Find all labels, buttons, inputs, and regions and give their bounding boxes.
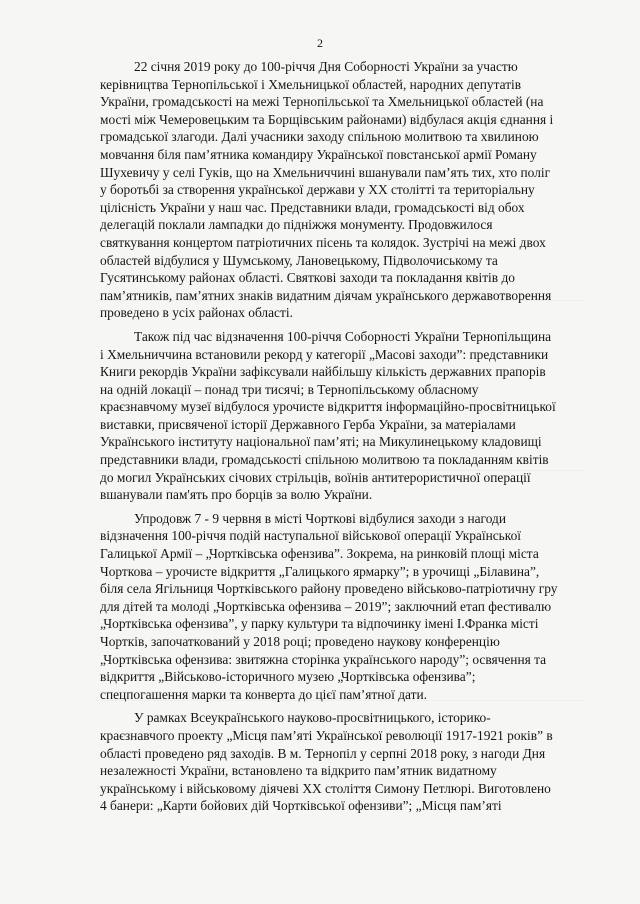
- paragraph-sobornist-day: 22 січня 2019 року до 100-річчя Дня Соборності України за участю керівництва Тернопільської і Хмельницької областей, народних депутатів України, громадськості на межі Тернопільської та Хмельницької областей (на мості між Чемеровецьким та Борщівським районами) відбулася акція єднання і громадської злагоди. Далі учасники заходу спільною молитвою та хвилиною мовчання біля пам’ятника командиру Української повстанської армії Роману Шухевичу у селі Гуків, що на Хмельниччині вшанували пам’ять тих, хто поліг у боротьбі за створення української держави у ХХ столітті та територіальну цілісність України у наш час. Представники влади, громадськості від обох делегацій поклали лампадки до підніжжя монументу. Продовжилося святкування концертом патріотичних пісень та колядок. Зустрічі на межі двох областей відбулися у Шумському, Лановецькому, Підволочиському та Гусятинському районах області. Святкові заходи та покладання квітів до пам’ятників, пам’ятних знаків видатним діячам українського державотворення проведено в усіх районах області.: [100, 59, 554, 321]
- page-number: 2: [317, 36, 323, 50]
- paragraph-record: Також під час відзначення 100-річчя Соборності України Тернопільщина і Хмельниччина встановили рекорд у категорії „Масові заходи”: представники Книги рекордів України зафіксували найбільшу кількість державних прапорів на одній локації – понад три тисячі; в Тернопільському обласному краєзнавчому музеї відбулося урочисте відкриття інформаційно-просвітницької виставки, присвяченої історії Державного Герба України, за матеріалами Українського інституту національної пам’яті; на Микулинецькому кладовищі представники влади, громадськості спільною молитвою та покладанням квітів до могил Українських січових стрільців, воїнів антитерористичної операції вшанували пам'ять про борців за волю України.: [100, 328, 556, 503]
- paragraph-memory-places-project: У рамках Всеукраїнського науково-просвітницького, історико- краєзнавчого проекту „Місця пам’яті Української революції 1917-1921 років” в області проведено ряд заходів. В м. Тернопіл у серпні 2018 року, з нагоди Дня незалежності України, встановлено та відкрито пам’ятник видатному українському і військовому діячеві ХХ століття Симону Петлюрі. Виготовлено 4 банери: „Карти бойових дій Чортківської офензиви”; „Місця пам’яті: [100, 710, 553, 814]
- document-body: [100, 58, 584, 815]
- paragraph-chortkiv-offensive: Упродовж 7 - 9 червня в місті Чорткові відбулися заходи з нагоди відзначення 100-річчя подій наступальної військової операції Української Галицької Армії – „Чортківська офензива”. Зокрема, на ринковій площі міста Чорткова – урочисте відкриття „Галицького ярмарку”; в урочищі „Білавина”, біля села Ягільниця Чортківського району проведено військово-патріотичну гру для дітей та молоді „Чортківська офензива – 2019”; заключний етап фестивалю „Чортківська офензива”, у парку культури та відпочинку імені І.Франка місті Чортків, започаткований у 2018 році; проведено наукову конференцію „Чортківська офензива: звитяжна сторінка українського народу”; освячення та відкриття „Військово-історичного музею „Чортківська офензива”; спецпогашення марки та конверта до цієї пам’ятної дати.: [100, 510, 558, 702]
